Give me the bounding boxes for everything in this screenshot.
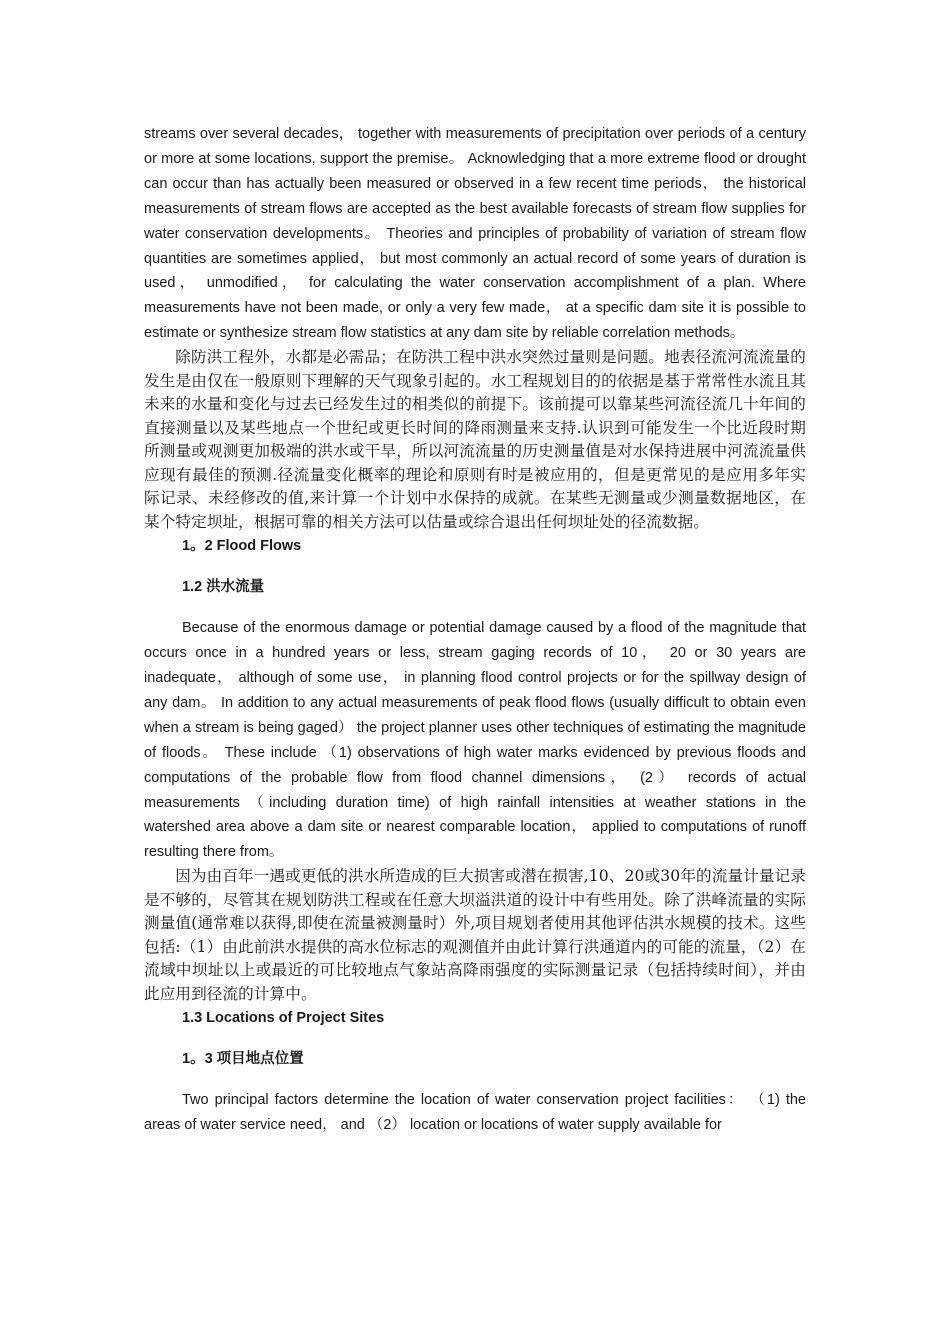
paragraph-flood-damage: Because of the enormous damage or potential damage caused by a flood of the magnitude that occurs once in a hundred years or less, stream gaging records of 10， 20 or 30 years are inadequate， although of some use， in planning flood control projects or for the spillway design of any dam。 In addition to any actual measurements of peak flood flows (usually difficult to obtain even when a stream is being gaged） the project planner uses other techniques of estimating the magnitude of floods。 These include （1) observations of high water marks evidenced by previous floods and computations of the probable flow from flood channel dimensions， (2） records of actual measurements （including duration time) of high rainfall intensities at weather stations in the watershed area above a dam site or nearest comparable location， applied to computations of runoff resulting there from。	[144, 620, 806, 861]
paragraph-principal-factors: Two principal factors determine the location of water conservation project facilities： （1) the areas of water service need， and （2） location or locations of water supply available for	[144, 1092, 806, 1134]
section-heading-flood-flows-zh: 1.2 洪水流量	[182, 579, 265, 596]
section-heading-project-sites-zh: 1。3 项目地点位置	[182, 1051, 304, 1068]
document-page	[144, 122, 806, 1138]
section-heading-flood-flows: 1。2 Flood Flows	[182, 538, 302, 555]
paragraph-chinese-translation-2: 因为由百年一遇或更低的洪水所造成的巨大损害或潜在损害,10、20或30年的流量计量记录是不够的，尽管其在规划防洪工程或在任意大坝溢洪道的设计中有些用处。除了洪峰流量的实际测量值(通常难以获得,即使在流量被测量时）外,项目规划者使用其他评估洪水规模的技术。这些包括:（1）由此前洪水提供的高水位标志的观测值并由此计算行洪通道内的可能的流量，（2）在流域中坝址以上或最近的可比较地点气象站高降雨强度的实际测量记录（包括持续时间），并由此应用到径流的计算中。	[144, 867, 806, 1003]
paragraph-streams-premise: streams over several decades， together with measurements of precipitation over periods of a century or more at some locations, support the premise。 Acknowledging that a more extreme flood or drought can occur than has actually been measured or observed in a few recent time periods， the historical measurements of stream flows are accepted as the best available forecasts of stream flow supplies for water conservation developments。 Theories and principles of probability of variation of stream flow quantities are sometimes applied， but most commonly an actual record of some years of duration is used， unmodified， for calculating the water conservation accomplishment of a plan. Where measurements have not been made, or only a very few made， at a specific dam site it is possible to estimate or synthesize stream flow statistics at any dam site by reliable correlation methods。	[144, 126, 806, 342]
paragraph-chinese-translation-1: 除防洪工程外，水都是必需品；在防洪工程中洪水突然过量则是问题。地表径流河流流量的发生是由仅在一般原则下理解的天气现象引起的。水工程规划目的的依据是基于常常性水流且其未来的水量和变化与过去已经发生过的相类似的前提下。该前提可以靠某些河流径流几十年间的直接测量以及某些地点一个世纪或更长时间的降雨测量来支持.认识到可能发生一个比近段时期所测量或观测更加极端的洪水或干旱，所以河流流量的历史测量值是对水保持进展中河流流量供应现有最佳的预测.径流量变化概率的理论和原则有时是被应用的，但是更常见的是应用多年实际记录、未经修改的值,来计算一个计划中水保持的成就。在某些无测量或少测量数据地区，在某个特定坝址，根据可靠的相关方法可以估量或综合退出任何坝址处的径流数据。	[144, 348, 806, 531]
section-heading-project-sites: 1.3 Locations of Project Sites	[182, 1010, 385, 1027]
